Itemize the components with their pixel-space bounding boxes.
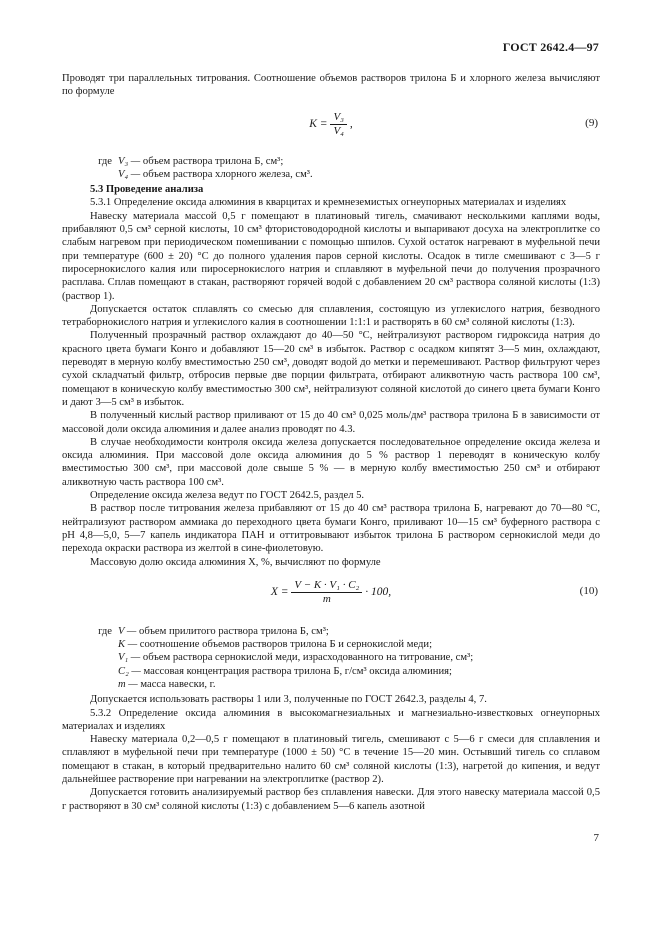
page-body	[62, 72, 600, 813]
formula-10-definitions	[62, 625, 600, 691]
formula-10	[62, 579, 600, 615]
paragraph-c: Полученный прозрачный раствор охлаждают до 40—50 °С, нейтрализуют раствором гидроксида натрия до красного цвета бумаги Конго и добавляют 15—20 см³ в избыток. Раствор с осадком кипятят 3—5 мин, охлаждают, переводят в мерную колбу вместимостью 250 см³, доводят водой до метки и перемешивают. Раствор фильтруют через сухой складчатый фильтр, отбросив первые две порции фильтрата, отбирают аликвотную часть раствора 100 см³, помещают в коническую колбу вместимостью 300 см³, нейтрализуют соляной кислотой до синего цвета бумаги Конго и дают 3—5 см³ в избыток.	[62, 330, 600, 408]
formula-10-fraction	[291, 579, 362, 606]
formula-10-numerator: V − K · V₁ · C₂	[291, 579, 362, 593]
definition-row	[62, 678, 600, 691]
formula-9-denominator: V₄	[333, 124, 344, 137]
paragraph-i: Допускается использовать растворы 1 или 3, полученные по ГОСТ 2642.3, разделы 4, 7.	[90, 694, 487, 706]
definition-symbol: V₃ —	[118, 155, 141, 167]
definition-symbol: C₂ —	[118, 665, 141, 677]
paragraph-a: Навеску материала массой 0,5 г помещают в платиновый тигель, смачивают несколькими каплями воды, прибавляют 0,5 см³ серной кислоты, 10 см³ фтористоводородной кислоты и выпаривают досуха на электроплитке со слабым нагревом при периодическом помешивании с помощью шпилов. Сухой остаток нагревают в муфельной печи при температуре (600 ± 20) °С до полного удаления паров серной кислоты. Осадок в тигле смешивают с 3—5 г пиросернокислого калия или пиросернокислого натрия и сплавляют в муфельной печи до получения прозрачного расплава. Сплав помещают в стакан, растворяют горячей водой с добавлением 20 см³ раствора соляной кислоты (1:3) (раствор 1).	[62, 210, 600, 302]
paragraph-b: Допускается остаток сплавлять со смесью для сплавления, состоящую из углекислого натрия, безводного тетраборнокислого натрия и углекислого калия в соотношении 1:1:1 и растворять в 60 см³ соляной кислоты (1:3).	[62, 303, 600, 329]
subsection-5-3-1: 5.3.1 Определение оксида алюминия в кварцитах и кремнеземистых огнеупорных материалах и изделиях	[90, 197, 567, 209]
definition-text: массовая концентрация раствора трилона Б, г/см³ оксида алюминия;	[143, 665, 452, 677]
definition-row	[62, 625, 600, 638]
definition-text: объем раствора хлорного железа, см³.	[142, 168, 313, 180]
paragraph-e: В случае необходимости контроля оксида железа допускается последовательное определение оксида железа и оксида алюминия. При массовой доле оксида алюминия до 5 % раствор 1 переводят в коническую колбу вместимостью 300 см³, при массовой доле свыше 5 % — в мерную колбу вместимостью 250 см³ и отбирают аликвотную часть раствора 100 см³.	[62, 436, 600, 488]
definition-lead: где	[98, 155, 112, 167]
section-heading-5-3: 5.3 Проведение анализа	[90, 184, 204, 196]
definition-text: объем раствора трилона Б, см³;	[142, 155, 284, 167]
page-number: 7	[593, 832, 599, 844]
paragraph-intro: Проводят три параллельных титрования. Соотношение объемов растворов трилона Б и хлорного железа вычисляют по формуле	[62, 73, 600, 98]
definition-symbol: m —	[118, 678, 138, 690]
formula-9-number: (9)	[585, 116, 598, 129]
paragraph-j: Навеску материала 0,2—0,5 г помещают в платиновый тигель, смешивают с 5—6 г смеси для сплавления и сплавляют в муфельной печи при температуре (1000 ± 50) °С в течение 15—20 мин. Остывший тигель со сплавом помещают в стакан, в который предварительно налито 60 см³ соляной кислоты (1:3), нагретой до кипения, и ведут дальнейшее растворение при нагревании на электроплитке (раствор 2).	[62, 734, 600, 786]
formula-9-numerator: V₃	[330, 111, 347, 125]
paragraph-g: В раствор после титрования железа прибавляют от 15 до 40 см³ раствора трилона Б, нагревают до 70—80 °С, нейтрализуют раствором аммиака до переходного цвета бумаги Конго, приливают 10—15 см³ буферного раствора с рН 4,8—5,0, 5—7 капель индикатора ПАН и оттитровывают избыток трилона Б раствором сернокислой меди до перехода окраски раствора из желтой в сине-фиолетовую.	[62, 503, 600, 555]
definition-symbol: V₄ —	[118, 168, 141, 180]
definition-row	[62, 168, 600, 181]
definition-lead: где	[98, 625, 112, 637]
formula-10-number: (10)	[579, 584, 598, 597]
definition-text: объем раствора сернокислой меди, израсходованного на титрование, см³;	[142, 652, 474, 664]
formula-9-tail: ,	[349, 117, 353, 130]
definition-symbol: K —	[118, 639, 138, 651]
paragraph-h: Массовую долю оксида алюминия X, %, вычисляют по формуле	[90, 556, 381, 568]
formula-9-definitions	[62, 155, 600, 182]
definition-text: соотношение объемов растворов трилона Б и сернокислой меди;	[139, 639, 433, 651]
definition-text: объем прилитого раствора трилона Б, см³;	[139, 625, 329, 637]
paragraph-d: В полученный кислый раствор приливают от 15 до 40 см³ 0,025 моль/дм³ раствора трилона Б в зависимости от массовой доли оксида алюминия и далее анализ проводят по 4.3.	[62, 410, 600, 435]
formula-10-denominator: m	[322, 592, 331, 605]
formula-10-lhs: X =	[270, 585, 289, 598]
definition-row	[62, 155, 600, 168]
formula-9	[62, 111, 600, 145]
formula-9-lhs: K =	[309, 117, 328, 130]
definition-symbol: V₁ —	[118, 652, 141, 664]
definition-row	[62, 651, 600, 664]
paragraph-f: Определение оксида железа ведут по ГОСТ 2642.5, раздел 5.	[90, 490, 365, 502]
paragraph-k: Допускается готовить анализируемый раствор без сплавления навески. Для этого навеску материала массой 0,5 г растворяют в 30 см³ соляной кислоты (1:3) с добавлением 5—6 капель азотной	[62, 787, 600, 812]
document-header-id: ГОСТ 2642.4—97	[502, 40, 599, 54]
formula-10-tail: · 100,	[365, 585, 392, 598]
definition-row	[62, 665, 600, 678]
definition-row	[62, 638, 600, 651]
formula-9-fraction	[330, 111, 347, 138]
subsection-5-3-2: 5.3.2 Определение оксида алюминия в высокомагнезиальных и магнезиально-известковых огнеупорных материалах и изделиях	[62, 707, 600, 732]
definition-text: масса навески, г.	[140, 678, 216, 690]
definition-symbol: V —	[118, 625, 137, 637]
